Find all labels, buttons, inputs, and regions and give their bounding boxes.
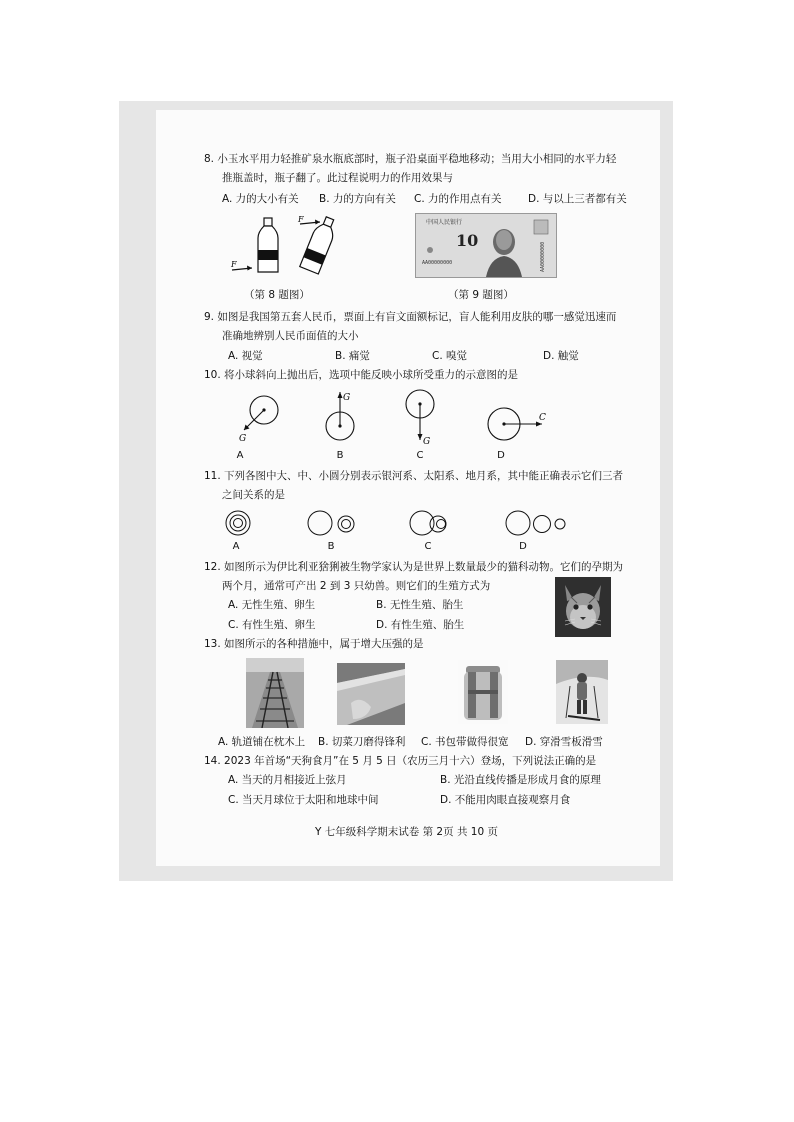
q11-diagram-d <box>502 508 568 538</box>
q12-option-d: D. 有性生殖、胎生 <box>376 619 465 631</box>
q10-diagram-d <box>484 398 550 444</box>
page-footer: Y 七年级科学期末试卷 第 2页 共 10 页 <box>315 826 498 838</box>
q12-option-a: A. 无性生殖、卵生 <box>228 599 316 611</box>
banknote-serial-right: AA00000000 <box>540 241 546 272</box>
q8-stem-line2: 推瓶盖时，瓶子翻了。此过程说明力的作用效果与 <box>222 172 453 184</box>
banknote-serial-left: AA00000000 <box>422 260 453 266</box>
q11-option-b-label: B <box>327 541 335 552</box>
q8-stem-line1: 8. 小玉水平用力轻推矿泉水瓶底部时，瓶子沿桌面平稳地移动；当用大小相同的水平力轻 <box>204 153 617 165</box>
skier-photo <box>556 660 608 724</box>
q11-diagram-a <box>224 508 260 538</box>
q9-stem-line1: 9. 如图是我国第五套人民币，票面上有盲文面额标记，盲人能利用皮肤的哪一感觉迅速而 <box>204 311 617 323</box>
q10-option-d-label: D <box>497 450 505 461</box>
banknote-value: 10 <box>456 231 479 250</box>
q10-option-c-label: C <box>416 450 424 461</box>
q10-a-force-label: G <box>239 434 247 444</box>
q11-option-d-label: D <box>519 541 527 552</box>
q10-option-a-label: A <box>236 450 244 461</box>
q9-option-d: D. 触觉 <box>543 350 579 362</box>
q11-diagram-c <box>406 508 456 538</box>
q14-option-c: C. 当天月球位于太阳和地球中间 <box>228 794 379 806</box>
q14-option-b: B. 光沿直线传播是形成月食的原理 <box>440 774 601 786</box>
banknote-header: 中国人民银行 <box>426 219 463 226</box>
q10-c-force-label: G <box>423 437 431 446</box>
kitchen-knife-photo <box>337 663 405 725</box>
q13-option-d: D. 穿滑雪板滑雪 <box>525 736 603 748</box>
q10-diagram-c <box>402 386 442 446</box>
q12-option-c: C. 有性生殖、卵生 <box>228 619 316 631</box>
q10-diagram-b <box>320 386 360 446</box>
q8-option-a: A. 力的大小有关 <box>222 193 299 205</box>
q13-stem: 13. 如图所示的各种措施中，属于增大压强的是 <box>204 638 424 650</box>
q9-option-b: B. 痛觉 <box>335 350 370 362</box>
q8-option-c: C. 力的作用点有关 <box>414 193 502 205</box>
q11-option-a-label: A <box>232 541 240 552</box>
q8-bottle-figure <box>228 212 344 280</box>
q12-stem-line1: 12. 如图所示为伊比利亚猞猁被生物学家认为是世界上数量最少的猫科动物。它们的孕期为 <box>204 561 624 573</box>
q13-option-a: A. 轨道铺在枕木上 <box>218 736 306 748</box>
q10-d-force-label: C <box>539 413 546 423</box>
schoolbag-photo <box>458 660 508 724</box>
iberian-lynx-photo <box>555 577 611 637</box>
q9-figure-caption: （第 9 题图） <box>448 289 514 301</box>
q11-stem-line1: 11. 下列各图中大、中、小圆分别表示银河系、太阳系、地月系，其中能正确表示它们三者 <box>204 470 624 482</box>
q8-force-label-top: F <box>298 215 304 224</box>
q11-stem-line2: 之间关系的是 <box>222 489 285 501</box>
q12-option-b: B. 无性生殖、胎生 <box>376 599 464 611</box>
q8-option-d: D. 与以上三者都有关 <box>528 193 627 205</box>
q14-stem: 14. 2023 年首场“天狗食月”在 5 月 5 日（农历三月十六）登场，下列说法正确的是 <box>204 755 597 767</box>
upright-bottle <box>258 218 278 272</box>
q12-stem-line2: 两个月，通常可产出 2 到 3 只幼兽。则它们的生殖方式为 <box>222 580 491 592</box>
rmb-banknote-image <box>415 213 557 278</box>
q14-option-a: A. 当天的月相接近上弦月 <box>228 774 347 786</box>
q8-figure-caption: （第 8 题图） <box>244 289 310 301</box>
q13-option-b: B. 切菜刀磨得锋利 <box>318 736 406 748</box>
railway-track-photo <box>246 658 304 728</box>
q10-diagram-a <box>230 386 290 446</box>
q14-option-d: D. 不能用肉眼直接观察月食 <box>440 794 571 806</box>
q13-option-c: C. 书包带做得很宽 <box>421 736 509 748</box>
q10-b-force-label: G <box>343 393 351 403</box>
q8-force-label-bottom: F <box>231 260 237 269</box>
q9-option-a: A. 视觉 <box>228 350 263 362</box>
q11-option-c-label: C <box>424 541 432 552</box>
q10-option-b-label: B <box>336 450 344 461</box>
q9-stem-line2: 准确地辨别人民币面值的大小 <box>222 330 359 342</box>
q10-stem: 10. 将小球斜向上抛出后，选项中能反映小球所受重力的示意图的是 <box>204 369 519 381</box>
q9-option-c: C. 嗅觉 <box>432 350 468 362</box>
q11-diagram-b <box>304 508 360 538</box>
q8-option-b: B. 力的方向有关 <box>319 193 396 205</box>
